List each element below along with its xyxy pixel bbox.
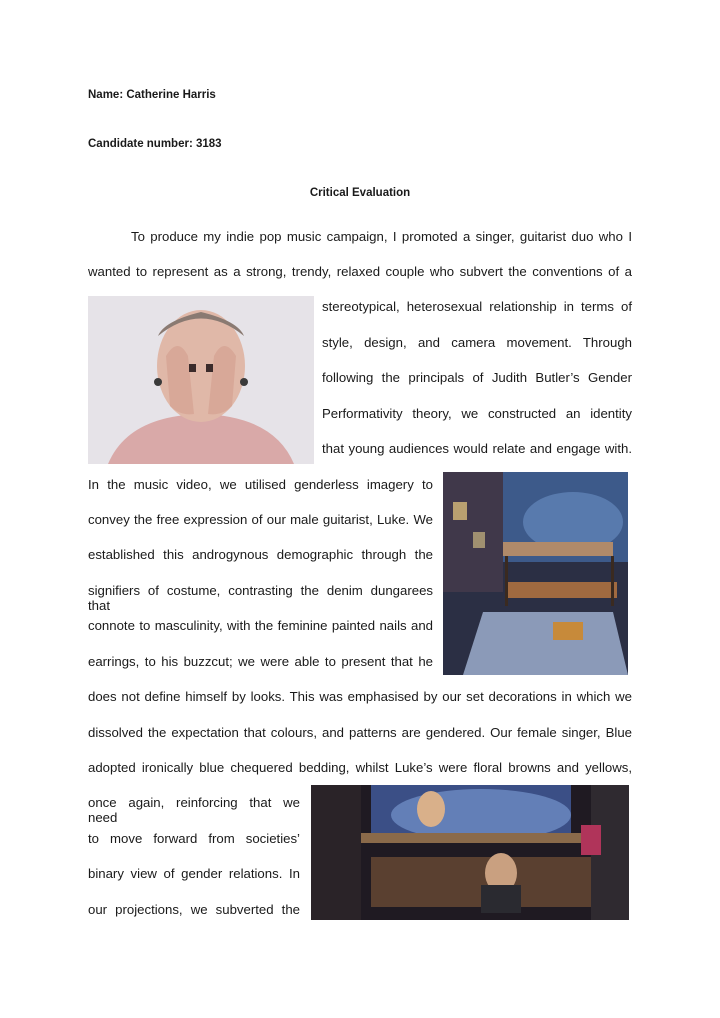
body-line-15: dissolved the expectation that colours, and patterns are gendered. Our female singer, Blue <box>88 725 632 740</box>
candidate-number-line: Candidate number: 3183 <box>88 138 222 150</box>
body-line-11: signifiers of costume, contrasting the denim dungarees that <box>88 583 433 613</box>
body-line-8: In the music video, we utilised genderless imagery to <box>88 477 433 492</box>
page-title: Critical Evaluation <box>309 187 411 199</box>
body-line-19: binary view of gender relations. In <box>88 866 300 881</box>
body-line-5: following the principals of Judith Butler’s Gender <box>322 370 632 385</box>
body-line-2: wanted to represent as a strong, trendy, relaxed couple who subvert the conventions of a <box>88 264 632 279</box>
body-line-4: style, design, and camera movement. Through <box>322 335 632 350</box>
bunk-bed-photo <box>311 785 629 920</box>
portrait-photo <box>88 296 314 464</box>
body-line-20: our projections, we subverted the <box>88 902 300 917</box>
body-line-17: once again, reinforcing that we need <box>88 795 300 825</box>
body-line-14: does not define himself by looks. This was emphasised by our set decorations in which we <box>88 689 632 704</box>
body-line-10: established this androgynous demographic through the <box>88 547 433 562</box>
body-line-16: adopted ironically blue chequered bedding, whilst Luke’s were floral browns and yellows, <box>88 760 632 775</box>
body-line-7: that young audiences would relate and engage with. <box>322 441 632 456</box>
body-line-13: earrings, to his buzzcut; we were able to present that he <box>88 654 433 669</box>
body-line-9: convey the free expression of our male guitarist, Luke. We <box>88 512 433 527</box>
body-line-18: to move forward from societies’ <box>88 831 300 846</box>
body-line-1: To produce my indie pop music campaign, I promoted a singer, guitarist duo who I <box>131 229 632 244</box>
body-line-12: connote to masculinity, with the feminine painted nails and <box>88 618 433 633</box>
name-line: Name: Catherine Harris <box>88 89 216 101</box>
body-line-6: Performativity theory, we constructed an identity <box>322 406 632 421</box>
bedroom-set-photo <box>443 472 628 675</box>
body-line-3: stereotypical, heterosexual relationship in terms of <box>322 299 632 314</box>
